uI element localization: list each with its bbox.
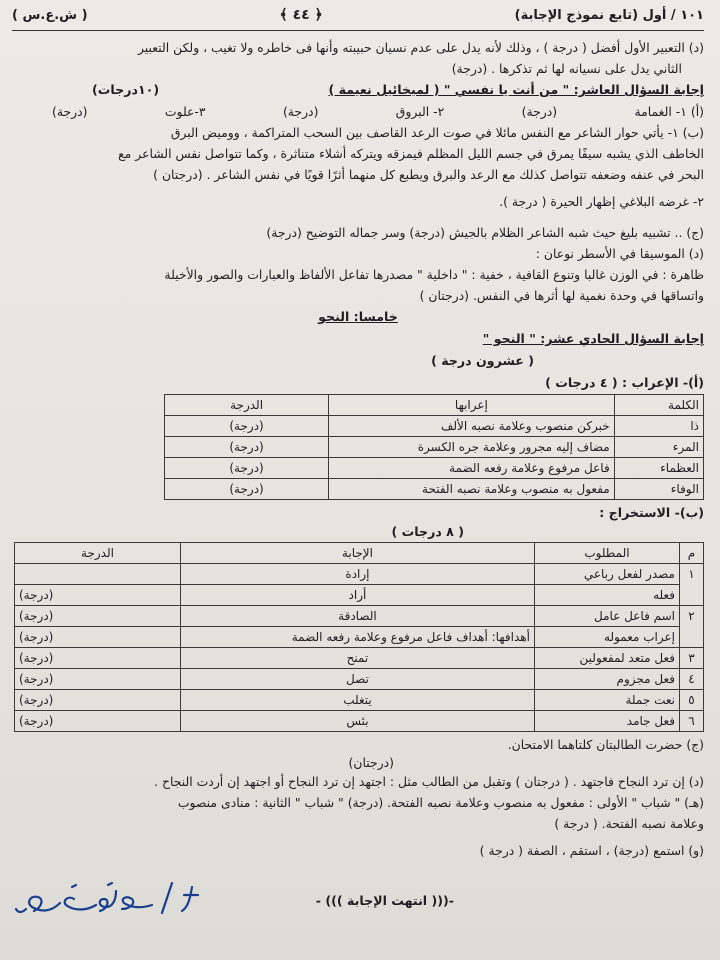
cell-answer: إرادة: [181, 564, 535, 585]
page-reference: ١٠١ / أول (تابع نموذج الإجابة): [514, 7, 704, 23]
cell-number: ٣: [680, 648, 704, 669]
q11-part-b-score: ( ٨ درجات ): [391, 524, 464, 539]
cell-score: (درجة): [15, 648, 181, 669]
cell-score: (درجة): [15, 585, 181, 606]
cell-required: إعراب معموله: [534, 627, 679, 648]
q11-h-line-1: (هـ) " شباب " الأولى : مفعول به منصوب وعلامة نصبه الفتحة. (درجة) " شباب " الثانية : منادى منصوب: [177, 795, 704, 810]
cell-number: [680, 585, 704, 606]
col-answer: الإجابة: [181, 543, 535, 564]
table-row: [165, 479, 704, 500]
header-rule: [12, 30, 704, 31]
cell-score: (درجة): [165, 437, 329, 458]
cell-score: (درجة): [165, 479, 329, 500]
cell-word: المرء: [614, 437, 703, 458]
cell-number: ٥: [680, 690, 704, 711]
cell-score: (درجة): [15, 711, 181, 732]
q10-d-line-2: ظاهرة : في الوزن غالبا وتنوع القافية ، خفية : " داخلية " مصدرها تفاعل الألفاظ والعبارات والصور والأخيلة: [164, 267, 704, 282]
cell-parse: خبركن منصوب وعلامة نصبه الألف: [329, 416, 615, 437]
q10-d-line-1: (د) الموسيقا في الأسطر نوعان :: [535, 246, 704, 261]
q10-b-line-2: الخاطف الذي يشبه سيفًا يمرق في جسم الليل المظلم فيمزقه ويتركه أشلاء متناثرة ، وكما تتواصل نفس الشاعر مع: [118, 146, 704, 161]
footer: [12, 875, 704, 925]
table-row: [15, 627, 704, 648]
cell-required: فعل مجزوم: [534, 669, 679, 690]
section-5-heading: خامسا: النحو: [318, 309, 398, 324]
q10-c-line: (ج) .. تشبيه بليغ حيث شبه الشاعر الظلام بالجيش (درجة) وسر جماله التوضيح (درجة): [266, 225, 704, 240]
q9-d-line-1: (د) التعبير الأول أفضل ( درجة ) ، وذلك لأنه يدل على عدم نسيان حبيبته وأنها فى خاطره ولا تغيب ، ولكن التعبير: [137, 40, 704, 55]
end-of-answers: -((( انتهت الإجابة ))) -: [315, 892, 454, 908]
table-row: [165, 458, 704, 479]
q10-b-line-3: البحر في عنفه وضعفه تتواصل كذلك مع الرعد والبرق ويطبع كل منهما أثرًا قويًا في نفس الشاعر . (درجتان ): [153, 167, 704, 182]
q10-score: (١٠درجات): [92, 82, 160, 97]
q11-part-a: (أ)- الإعراب : ( ٤ درجات ): [545, 375, 704, 390]
signature-image: [12, 875, 202, 925]
q11-part-b-score-row: [12, 524, 704, 540]
q11-score: ( عشرون درجة ): [431, 353, 534, 368]
table-row: [15, 585, 704, 606]
cell-score: (درجة): [165, 458, 329, 479]
q11-h-line-2: وعلامة نصبه الفتحة. ( درجة ): [554, 816, 704, 831]
q11-title-row: [12, 328, 704, 350]
q10-a-row: [12, 101, 704, 122]
extraction-table: [14, 542, 704, 732]
q10-a-score-3: (درجة): [52, 104, 88, 119]
q10-a-item-2: ٢- البروق: [395, 104, 445, 119]
q10-a-item-3: ٣-علوت: [164, 104, 206, 119]
exam-code: ( ش.ع.س ): [12, 7, 88, 23]
cell-score: (درجة): [165, 416, 329, 437]
q11-part-a-row: [12, 372, 704, 394]
col-required: المطلوب: [534, 543, 679, 564]
col-parse: إعرابها: [329, 395, 615, 416]
cell-score: (درجة): [15, 606, 181, 627]
cell-parse: مضاف إليه مجرور وعلامة جره الكسرة: [329, 437, 615, 458]
cell-word: العظماء: [614, 458, 703, 479]
q11-title: إجابة السؤال الحادي عشر: " النحو ": [482, 331, 704, 346]
cell-number: ١: [680, 564, 704, 585]
q11-w-line: (و) استمع (درجة) ، استقم ، الصفة ( درجة ): [479, 843, 704, 858]
cell-word: ذا: [614, 416, 703, 437]
q9-d-line-2: الثاني يدل على نسيانه لها ثم تذكرها . (درجة): [451, 61, 682, 76]
q10-a-item-1: (أ) ١- الغمامة: [634, 104, 704, 119]
table-row: [15, 669, 704, 690]
q11-part-b-row: [12, 502, 704, 524]
cell-answer: تمنح: [181, 648, 535, 669]
cell-number: ٢: [680, 606, 704, 627]
table-row: [15, 648, 704, 669]
page-header: [12, 0, 704, 30]
col-word: الكلمة: [614, 395, 703, 416]
cell-parse: فاعل مرفوع وعلامة رفعه الضمة: [329, 458, 615, 479]
parsing-table: [164, 394, 704, 500]
cell-answer: بئس: [181, 711, 535, 732]
page-number: ﴿ ٤٤ ﴾: [279, 7, 323, 23]
cell-required: فعل متعد لمفعولين: [534, 648, 679, 669]
q10-a-score-1: (درجة): [521, 104, 558, 119]
q11-part-b: (ب)- الاستخراج :: [599, 505, 704, 520]
cell-number: ٤: [680, 669, 704, 690]
q10-title-row: [12, 79, 704, 101]
cell-answer: أراد: [181, 585, 535, 606]
table-row: [165, 437, 704, 458]
q10-a-score-2: (درجة): [282, 104, 319, 119]
parsing-table-header: [165, 395, 704, 416]
table-row: [165, 416, 704, 437]
extraction-table-header: [15, 543, 704, 564]
cell-required: مصدر لفعل رباعي: [534, 564, 679, 585]
cell-required: نعت جملة: [534, 690, 679, 711]
table-row: [15, 690, 704, 711]
q11-score-row: [12, 350, 704, 372]
cell-number: [680, 627, 704, 648]
col-number: م: [680, 543, 704, 564]
cell-answer: الصادقة: [181, 606, 535, 627]
cell-word: الوفاء: [614, 479, 703, 500]
q10-d-line-3: واتساقها في وحدة نغمية لها أثرها في النفس. (درجتان ): [419, 288, 704, 303]
cell-required: فعل جامد: [534, 711, 679, 732]
col-score: الدرجة: [15, 543, 181, 564]
table-row: [15, 606, 704, 627]
q11-d-line: (د) إن ترد النجاح فاجتهد . ( درجتان ) وتقبل من الطالب مثل : اجتهد إن ترد النجاح أو اجتهد إن أردت النجاح .: [154, 774, 704, 789]
table-row: [15, 711, 704, 732]
q11-c-score: (درجتان): [348, 755, 394, 770]
cell-score: [15, 564, 181, 585]
cell-score: (درجة): [15, 690, 181, 711]
cell-required: اسم فاعل عامل: [534, 606, 679, 627]
cell-answer: أهدافها: أهداف فاعل مرفوع وعلامة رفعه الضمة: [181, 627, 535, 648]
cell-number: ٦: [680, 711, 704, 732]
cell-parse: مفعول به منصوب وعلامة نصبه الفتحة: [329, 479, 615, 500]
cell-answer: تصل: [181, 669, 535, 690]
cell-score: (درجة): [15, 627, 181, 648]
cell-answer: يتغلب: [181, 690, 535, 711]
q11-c-line: (ج) حضرت الطالبتان كلتاهما الامتحان.: [507, 737, 704, 752]
col-score: الدرجة: [165, 395, 329, 416]
q10-title: إجابة السؤال العاشر: " من أنت يا نفسي " ( لميخائيل نعيمة ): [328, 82, 704, 97]
cell-score: (درجة): [15, 669, 181, 690]
table-row: [15, 564, 704, 585]
q10-b-line-1: (ب) ١- يأتي حوار الشاعر مع النفس مائلا في صوت الرعد القاصف بين السحب المتراكمة ، ووميض البرق: [170, 125, 704, 140]
q10-b-line-4: ٢- غرضه البلاغي إظهار الحيرة ( درجة ).: [499, 194, 704, 209]
cell-required: فعله: [534, 585, 679, 606]
